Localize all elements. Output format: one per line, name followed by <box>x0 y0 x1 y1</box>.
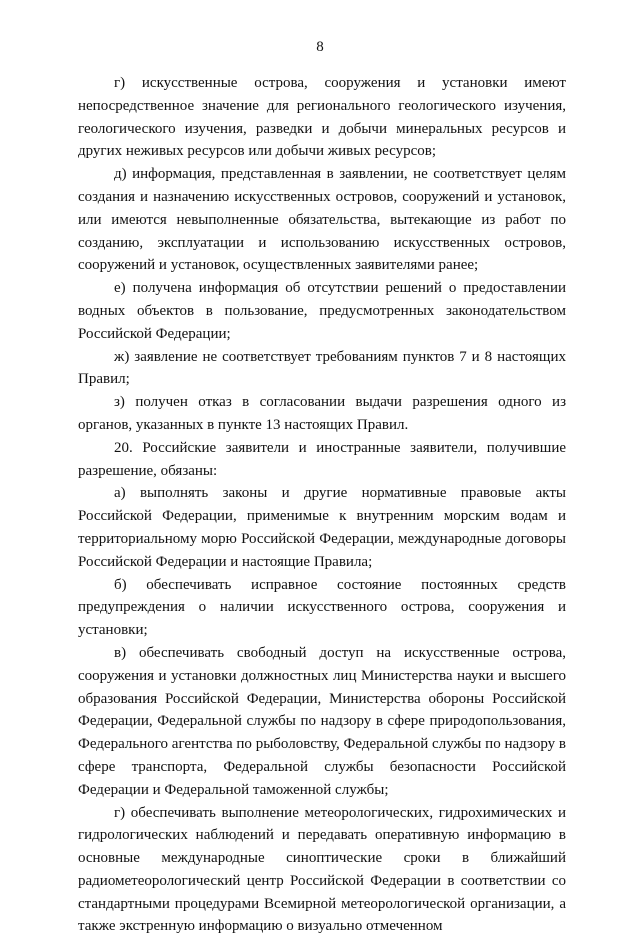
paragraph-item-g-observations: г) обеспечивать выполнение метеорологических, гидрохимических и гидрологических наблюдений и передавать оперативную информацию в основные международные синоптические сроки в ближайший радиометеорологический центр Российской Федерации в соответствии со стандартными процедурами Всемирной метеорологической организации, а также экстренную информацию о визуально отмеченном <box>78 802 566 938</box>
paragraph-section-20: 20. Российские заявители и иностранные заявители, получившие разрешение, обязаны: <box>78 437 566 483</box>
paragraph-item-e-water-objects: е) получена информация об отсутствии решений о предоставлении водных объектов в пользование, предусмотренных законодательством Российской Федерации; <box>78 277 566 345</box>
paragraph-item-d-info-mismatch: д) информация, представленная в заявлении, не соответствует целям создания и назначению искусственных островов, сооружений и установок, или имеются невыполненные обязательства, вытекающие из работ по созданию, эксплуатации и использованию искусственных островов, сооружений и установок, осуществленных заявителями ранее; <box>78 163 566 277</box>
paragraph-item-zh-requirements: ж) заявление не соответствует требованиям пунктов 7 и 8 настоящих Правил; <box>78 346 566 392</box>
paragraph-item-z-refusal: з) получен отказ в согласовании выдачи разрешения одного из органов, указанных в пункте 13 настоящих Правил. <box>78 391 566 437</box>
paragraph-item-a-laws: а) выполнять законы и другие нормативные правовые акты Российской Федерации, применимые к внутренним морским водам и территориальному морю Российской Федерации, международные договоры Российской Федерации и настоящие Правила; <box>78 482 566 573</box>
document-body <box>78 72 566 938</box>
page-number: 8 <box>0 37 640 57</box>
paragraph-item-g-islands: г) искусственные острова, сооружения и установки имеют непосредственное значение для регионального геологического изучения, геологического изучения, разведки и добычи минеральных ресурсов и других неживых ресурсов или добычи живых ресурсов; <box>78 72 566 163</box>
paragraph-item-v-access: в) обеспечивать свободный доступ на искусственные острова, сооружения и установки должностных лиц Министерства науки и высшего образования Российской Федерации, Министерства обороны Российской Федерации, Федеральной службы по надзору в сфере природопользования, Федерального агентства по рыболовству, Федеральной службы по надзору в сфере транспорта, Федеральной службы безопасности Российской Федерации и Федеральной таможенной службы; <box>78 642 566 802</box>
paragraph-item-b-warning-means: б) обеспечивать исправное состояние постоянных средств предупреждения о наличии искусственного острова, сооружения и установки; <box>78 574 566 642</box>
